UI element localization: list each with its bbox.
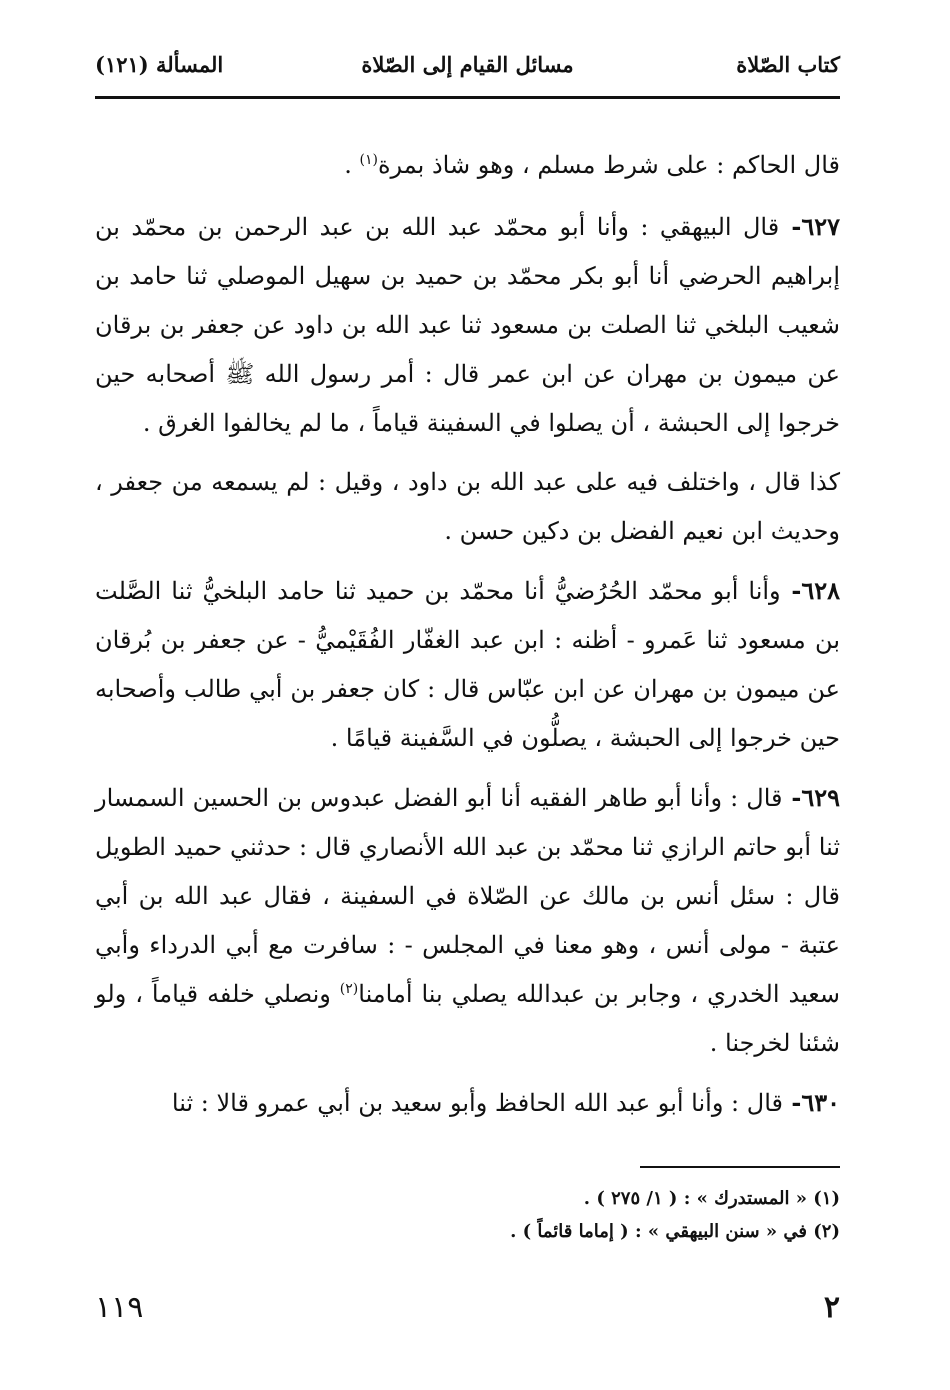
paragraph: قال الحاكم : على شرط مسلم ، وهو شاذ بمرة$^{(١)}$ . bbox=[344, 151, 840, 179]
paragraph: كذا قال ، واختلف فيه على عبد الله بن داود ، وقيل : لم يسمعه من جعفر ، وحديث ابن نعيم الفضل بن دكين حسن . bbox=[95, 468, 840, 545]
paragraph: ٦٢٩- قال : وأنا أبو طاهر الفقيه أنا أبو الفضل عبدوس بن الحسين السمسار ثنا أبو حاتم الرازي ثنا محمّد بن عبد الله الأنصاري قال : حدثني حميد الطويل قال : سئل أنس بن مالك عن الصّلاة في السفينة ، فقال عبد الله بن أبي عتبة - مولى أنس ، وهو معنا في المجلس - : سافرت مع أبي الدرداء وأبي سعيد الخدري ، وجابر بن عبدالله يصلي بنا أمامنا$^{(٢)}$ ونصلي خلفه قياماً ، ولو شئنا لخرجنا . bbox=[95, 783, 841, 1057]
footnote-ref: (١) bbox=[359, 152, 378, 168]
page-footer bbox=[95, 1290, 840, 1330]
hadith-number: ٦٢٧- bbox=[779, 212, 840, 241]
footnotes bbox=[95, 1182, 840, 1248]
hadith-number: ٦٢٨- bbox=[780, 576, 840, 605]
footnote-rule bbox=[640, 1166, 840, 1168]
paragraph: ٦٢٨- وأنا أبو محمّد الحُرُضيُّ أنا محمّد بن حميد ثنا حامد البلخيُّ ثنا الصَّلت بن مسعود ثنا عَمرو - أظنه : ابن عبد الغفّار الفُقَيْميُّ - عن جعفر بن بُرقان عن ميمون بن مهران عن ابن عبّاس قال : كان جعفر بن أبي طالب وأصحابه حين خرجوا إلى الحبشة ، يصلُّون في السَّفينة قيامًا . bbox=[95, 576, 841, 752]
page-number: ١١٩ bbox=[95, 1290, 144, 1325]
issue-label: المسألة (١٢١) bbox=[95, 52, 224, 77]
footnote-ref: (٢) bbox=[339, 981, 359, 997]
chapter-title: مسائل القيام إلى الصّلاة bbox=[361, 52, 574, 77]
footnote: (٢) في « سنن البيهقي » : ( إماما قائماً ) . bbox=[510, 1221, 840, 1242]
main-text bbox=[95, 140, 840, 1138]
book-title: كتاب الصّلاة bbox=[736, 52, 840, 77]
footnote: (١) « المستدرك » : ( ١/ ٢٧٥ ) . bbox=[583, 1188, 840, 1209]
paragraph: ٦٢٧- قال البيهقي : وأنا أبو محمّد عبد الله بن عبد الرحمن بن محمّد بن إبراهيم الحرضي أنا أبو بكر محمّد بن حميد بن سهيل الموصلي ثنا حامد بن شعيب البلخي ثنا الصلت بن مسعود ثنا عبد الله بن داود عن جعفر بن برقان عن ميمون بن مهران عن ابن عمر قال : أمر رسول الله ﷺ أصحابه حين خرجوا إلى الحبشة ، أن يصلوا في السفينة قياماً ، ما لم يخالفوا الغرق . bbox=[95, 212, 840, 437]
hadith-number: ٦٢٩- bbox=[782, 783, 840, 812]
header-rule bbox=[95, 96, 840, 99]
running-header bbox=[95, 52, 840, 92]
signature-mark: ٢ bbox=[823, 1290, 840, 1325]
paragraph: ٦٣٠- قال : وأنا أبو عبد الله الحافظ وأبو سعيد بن أبي عمرو قالا : ثنا bbox=[171, 1088, 840, 1117]
hadith-number: ٦٣٠- bbox=[783, 1088, 840, 1117]
